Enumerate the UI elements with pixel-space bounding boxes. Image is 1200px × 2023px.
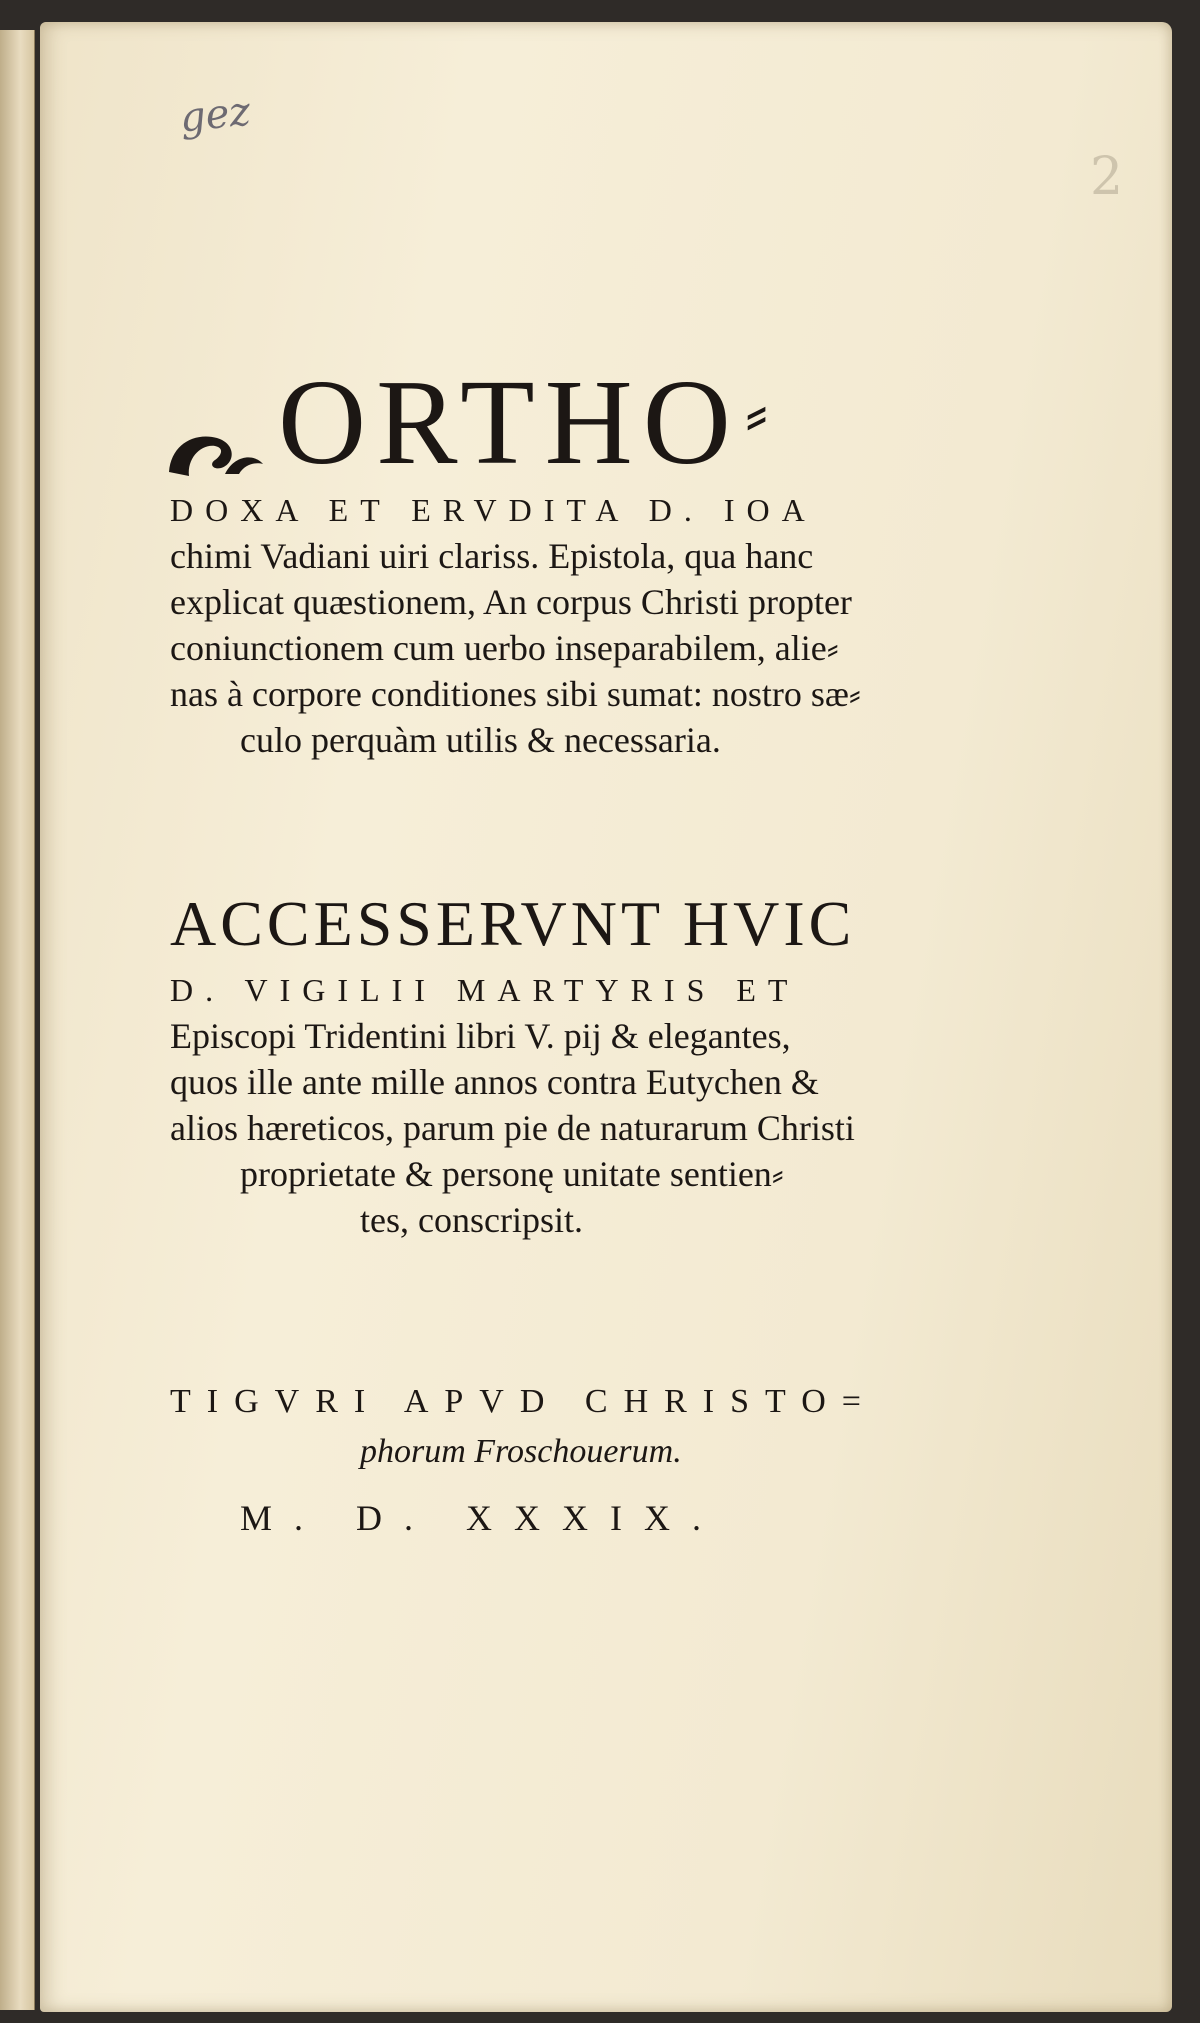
accesserunt-heading: ACCESSERVNT HVIC [170, 888, 856, 959]
contents-paragraph [170, 967, 930, 1243]
text-line: DOXA ET ERVDITA D. IOA [170, 492, 817, 528]
text-line: alios hæreticos, parum pie de naturarum Christi [170, 1108, 855, 1148]
title-initial-word: ORTHO [278, 355, 741, 490]
text-line: nas à corpore conditiones sibi sumat: nostro sæ⸗ [170, 674, 861, 714]
text-line: culo perquàm utilis & necessaria. [240, 720, 721, 760]
previous-leaf-edge [0, 30, 35, 2010]
text-line: D. VIGILII MARTYRIS ET [170, 972, 800, 1008]
imprint-block [170, 1377, 930, 1539]
text-line: explicat quæstionem, An corpus Christi propter [170, 582, 852, 622]
title-hyphen: ⸗ [744, 375, 769, 452]
title-block [165, 355, 935, 490]
text-line: Episcopi Tridentini libri V. pij & elegantes, [170, 1016, 791, 1056]
fleuron-ornament-icon [165, 424, 270, 484]
title-paragraph [170, 487, 930, 763]
imprint-date: M. D. XXXIX. [240, 1498, 723, 1538]
title-page [40, 22, 1172, 2012]
imprint-place-line: TIGVRI APVD CHRISTO= [170, 1383, 877, 1420]
pencil-folio-number: 2 [1090, 147, 1124, 207]
text-line: chimi Vadiani uiri clariss. Epistola, qua hanc [170, 536, 814, 576]
text-line: tes, conscripsit. [360, 1200, 583, 1240]
text-line: proprietate & personę unitate sentien⸗ [240, 1154, 784, 1194]
text-line: coniunctionem cum uerbo inseparabilem, alie⸗ [170, 628, 839, 668]
handwritten-shelfmark: gez [177, 88, 253, 142]
text-line: quos ille ante mille annos contra Eutychen & [170, 1062, 819, 1102]
imprint-printer-line: phorum Froschouerum. [360, 1433, 682, 1470]
